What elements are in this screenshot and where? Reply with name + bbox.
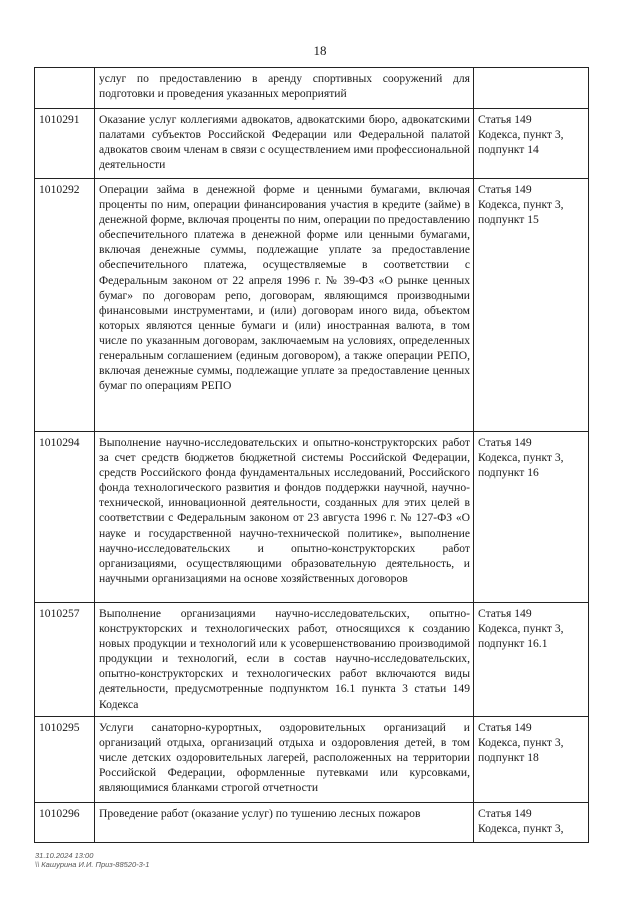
tax-code-table (34, 67, 589, 843)
legal-reference: Статья 149 Кодекса, пункт 3, подпункт 16 (474, 432, 589, 603)
page-number: 18 (313, 43, 327, 58)
operation-description: Проведение работ (оказание услуг) по тушению лесных пожаров (95, 803, 474, 843)
table-row (35, 109, 589, 179)
legal-reference: Статья 149 Кодекса, пункт 3, (474, 803, 589, 843)
operation-description: Выполнение научно-исследовательских и опытно-конструкторских работ за счет средств бюджетов бюджетной системы Российской Федерации, средств Российского фонда фундаментальных исследований, Российского фонда технологического развития и фондов поддержки научной, научно-технической, инновационной деятельности, созданных для этих целей в соответствии с Федеральным законом от 23 августа 1996 г. № 127-ФЗ «О науке и государственной научно-технической политике», выполнение научно-исследовательских и опытно-конструкторских работ организациями, осуществляющими образовательную деятельность, и научными организациями на основе хозяйственных договоров (95, 432, 474, 603)
operation-code: 1010296 (35, 803, 95, 843)
operation-code: 1010294 (35, 432, 95, 603)
footer-file-reference: \\ Кашурина И.И. Приз-88520-3-1 (35, 860, 150, 869)
operation-description: услуг по предоставлению в аренду спортивных сооружений для подготовки и проведения указанных мероприятий (95, 68, 474, 109)
operation-description: Операции займа в денежной форме и ценными бумагами, включая проценты по ним, операции финансирования участия в кредите (займе) в денежной форме, включая проценты по ним, операции по предоставлению обеспечительного платежа в денежной форме или ценными бумагами, включая денежные суммы, подлежащие уплате за предоставление обеспечительного платежа, осуществляемые в соответствии с Федеральным законом от 22 апреля 1996 г. № 39-ФЗ «О рынке ценных бумаг» по договорам репо, договорам, являющимся производными финансовыми инструментами, и (или) договорам иного вида, объектом которых являются ценные бумаги и (или) иностранная валюта, в том числе по указанным договорам, заключаемым на условиях, определенных генеральным соглашением (единым договором), а также операции РЕПО, включая денежные суммы, подлежащие уплате за предоставление ценных бумаг по операциям РЕПО (95, 179, 474, 432)
legal-reference: Статья 149 Кодекса, пункт 3, подпункт 14 (474, 109, 589, 179)
legal-reference (474, 68, 589, 109)
operation-code: 1010257 (35, 603, 95, 717)
operation-code: 1010292 (35, 179, 95, 432)
table-row (35, 432, 589, 603)
legal-reference: Статья 149 Кодекса, пункт 3, подпункт 15 (474, 179, 589, 432)
table-row (35, 179, 589, 432)
footer-timestamp: 31.10.2024 13:00 (35, 851, 94, 860)
operation-description: Услуги санаторно-курортных, оздоровительных организаций и организаций отдыха, организаций отдыха и оздоровления детей, в том числе детских оздоровительных лагерей, расположенных на территории Российской Федерации, оформленные путевками или курсовками, являющимися бланками строгой отчетности (95, 717, 474, 803)
operation-description: Оказание услуг коллегиями адвокатов, адвокатскими бюро, адвокатскими палатами субъектов Российской Федерации или Федеральной палатой адвокатов своим членам в связи с осуществлением ими профессиональной деятельности (95, 109, 474, 179)
legal-reference: Статья 149 Кодекса, пункт 3, подпункт 16.1 (474, 603, 589, 717)
operation-code (35, 68, 95, 109)
table-row (35, 803, 589, 843)
operation-code: 1010291 (35, 109, 95, 179)
table-row (35, 68, 589, 109)
document-footer (35, 851, 149, 869)
operation-code: 1010295 (35, 717, 95, 803)
table-row (35, 603, 589, 717)
operation-description: Выполнение организациями научно-исследовательских, опытно-конструкторских и технологических работ, относящихся к созданию новых продукции и технологий или к усовершенствованию производимой продукции и технологий, если в состав научно-исследовательских, опытно-конструкторских и технологических работ включаются виды деятельности, предусмотренные подпунктом 16.1 пункта 3 статьи 149 Кодекса (95, 603, 474, 717)
legal-reference: Статья 149 Кодекса, пункт 3, подпункт 18 (474, 717, 589, 803)
table-row (35, 717, 589, 803)
